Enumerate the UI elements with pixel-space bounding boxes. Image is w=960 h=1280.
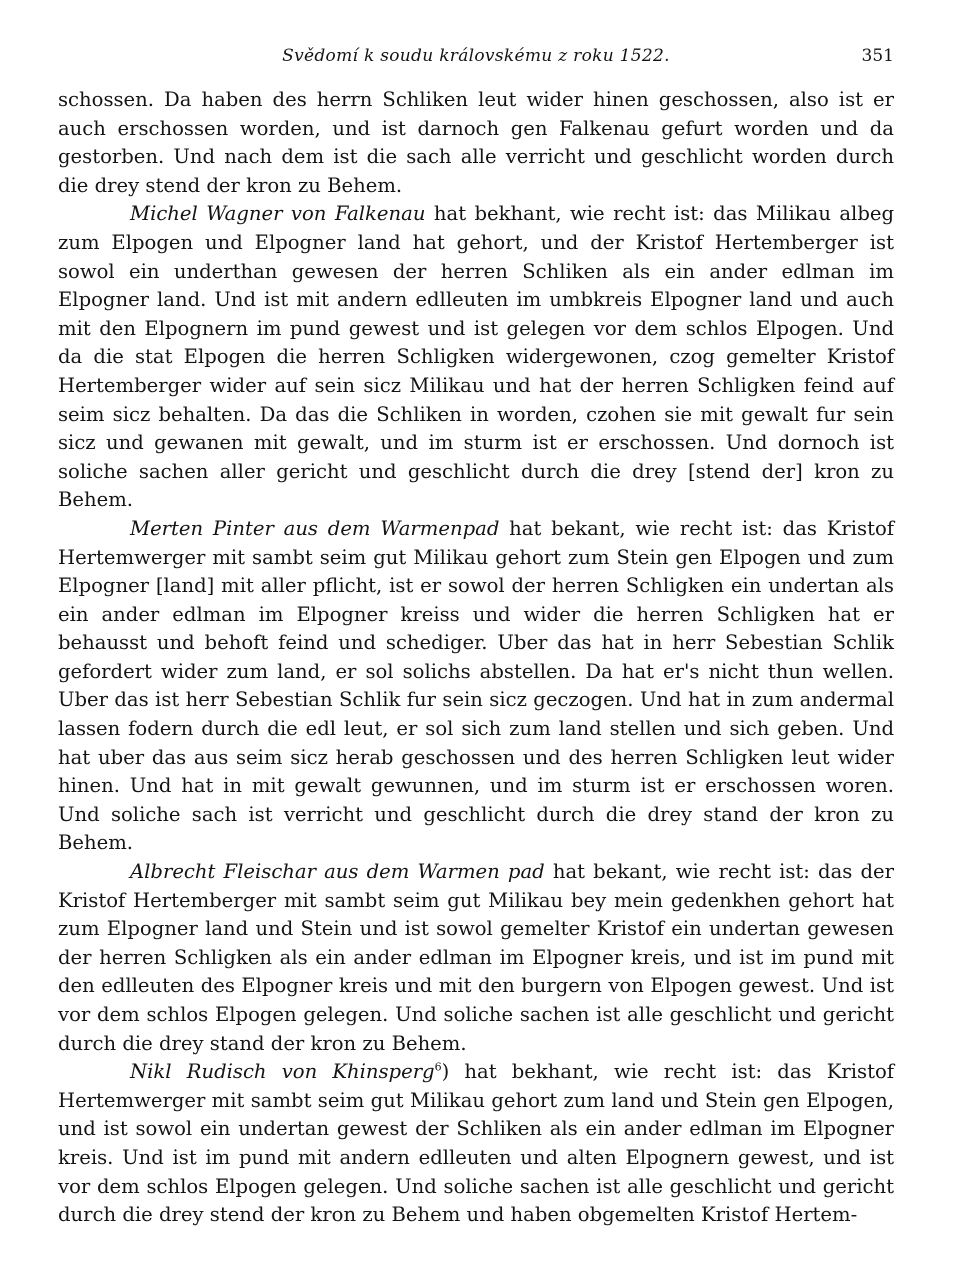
page-number: 351 [861,46,894,66]
running-head [58,46,894,86]
paragraph-text: hat bekant, wie recht ist: das Kristof Hertemwerger mit sambt seim gut Milikau gehort zum Stein gen Elpogen und zum Elpogner [land] mit aller pflicht, ist er sowol der herren Schligken ein undertan als ein ander edlman im Elpogner kreiss und wider die herren Schligken hat er behausst und behoft feind und schediger. Uber das hat in herr Sebestian Schlik gefordert wider zum land, er sol solichs abstellen. Da hat er's nicht thun wellen. Uber das ist herr Sebestian Schlik fur sein sicz geczogen. Und hat in zum andermal lassen fodern durch die edl leut, er sol sich zum land stellen und sich geben. Und hat uber das aus seim sicz herab geschossen und des herren Schligken leut wider hinen. Und hat in mit gewalt gewunnen, und im sturm ist er erschossen woren. Und soliche sach ist verricht und geschlicht durch die drey stand der kron zu Behem. [58,516,894,855]
paragraph-text: hat bekant, wie recht ist: das der Kristof Hertemberger mit sambt seim gut Milikau bey mein gedenkhen gehort hat zum Elpogner land und Stein und ist sowol gemelter Kristof ein undertan gewesen der herren Schligken als ein ander edlman im Elpogner kreis, und ist im pund mit den edlleuten des Elpogner kreis und mit den burgern von Elpogen gewest. Und ist vor dem schlos Elpogen gelegen. Und soliche sachen ist alle geschlicht und gericht durch die drey stand der kron zu Behem. [58,860,894,1055]
paragraph-4 [58,858,894,1058]
paragraph-text: ) hat bekhant, wie recht ist: das Kristof Hertemwerger mit sambt seim gut Milikau gehort zum land und Stein gen Elpogen, und ist sowol ein undertan gewest der Schliken als ein ander edlman im Elpogner kreis. Und ist im pund mit andern edlleuten und alten Elpognern gewest, und ist vor dem schlos Elpogen gelegen. Und soliche sachen ist alle geschlicht und gericht durch die drey stend der kron zu Behem und haben obgemelten Kristof Hertem- [58,1060,894,1227]
paragraph-5 [58,1058,894,1230]
body-text [58,86,894,1230]
witness-name: Merten Pinter aus dem Warmenpad [130,516,500,540]
witness-name: Nikl Rudisch von Khinsperg [130,1060,435,1084]
footnote-mark[interactable]: 6 [434,1060,442,1074]
page [58,46,894,1230]
witness-name: Michel Wagner von Falkenau [130,202,426,226]
running-title: Svědomí k soudu královskému z roku 1522. [282,46,670,66]
paragraph-2 [58,200,894,515]
paragraph-1 [58,86,894,200]
paragraph-text: hat bekhant, wie recht ist: das Milikau albeg zum Elpogen und Elpogner land hat gehort, und der Kristof Hertemberger ist sowol ein underthan gewesen der herren Schliken als ein ander edlman im Elpogner land. Und ist mit andern edlleuten im umbkreis Elpogner land und auch mit den Elpognern im pund gewest und ist gelegen vor dem schlos Elpogen. Und da die stat Elpogen die herren Schligken widergewonen, czog gemelter Kristof Hertemberger wider auf sein sicz Milikau und hat der herren Schligken feind auf seim sicz behalten. Da das die Schliken in worden, czohen sie mit gewalt fur sein sicz und gewanen mit gewalt, und im sturm ist er erschossen. Und dornoch ist soliche sachen aller gericht und geschlicht durch die drey [stend der] kron zu Behem. [58,202,895,512]
paragraph-3 [58,515,894,858]
witness-name: Albrecht Fleischar aus dem Warmen pad [130,860,545,884]
paragraph-text: schossen. Da haben des herrn Schliken leut wider hinen geschossen, also ist er auch erschossen worden, und ist darnoch gen Falkenau gefurt worden und da gestorben. Und nach dem ist die sach alle verricht und geschlicht worden durch die drey stend der kron zu Behem. [58,88,894,197]
